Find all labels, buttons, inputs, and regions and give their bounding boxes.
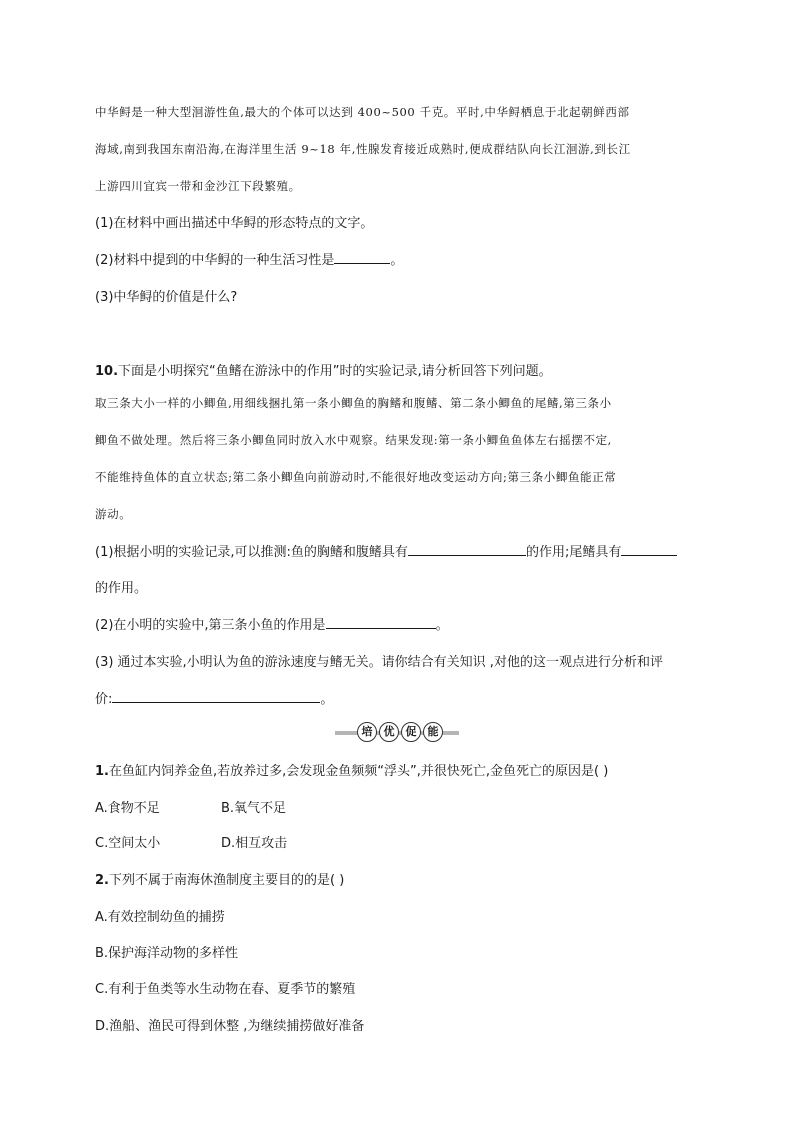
material-line: 游动。	[95, 507, 132, 521]
question-text: (2)在小明的实验中,第三条小鱼的作用是	[95, 618, 326, 633]
section-banner	[335, 722, 459, 744]
question-number: 10.	[95, 364, 119, 379]
material-line: 取三条大小一样的小鲫鱼,用细线捆扎第一条小鲫鱼的胸鳍和腹鳍、第二条小鲫鱼的尾鳍,第三条小	[95, 396, 612, 410]
banner-char: 能	[423, 722, 443, 742]
banner-title	[357, 722, 443, 742]
question-punct: 。	[435, 618, 449, 633]
answer-blank[interactable]	[621, 543, 677, 556]
material-line: 鲫鱼不做处理。然后将三条小鲫鱼同时放入水中观察。结果发现:第一条小鲫鱼鱼体左右摇摆不定,	[95, 433, 612, 447]
option-c[interactable]: C.空间太小	[95, 836, 161, 851]
answer-blank[interactable]	[334, 251, 390, 264]
question-9-1: (1)在材料中画出描述中华鲟的形态特点的文字。	[95, 216, 374, 231]
question-prompt: 下面是小明探究“鱼鳍在游泳中的作用”时的实验记录,请分析回答下列问题。	[118, 364, 552, 379]
question-10-3: (3) 通过本实验,小明认为鱼的游泳速度与鳍无关。请你结合有关知识 ,对他的这一观点进行分析和评	[95, 655, 663, 670]
banner-char: 培	[357, 722, 377, 742]
option-c[interactable]: C.有利于鱼类等水生动物在春、夏季节的繁殖	[95, 982, 356, 997]
material-line: 中华鲟是一种大型洄游性鱼,最大的个体可以达到 400~500 千克。平时,中华鲟栖息于北起朝鲜西部	[95, 105, 630, 119]
question-9-2	[95, 249, 403, 268]
material-line: 上游四川宜宾一带和金沙江下段繁殖。	[95, 179, 301, 193]
mcq-2	[95, 869, 344, 888]
question-stem: 在鱼缸内饲养金鱼,若放养过多,会发现金鱼频频“浮头”,并很快死亡,金鱼死亡的原因是( )	[108, 764, 609, 779]
question-number: 2.	[95, 873, 109, 888]
question-text: 价:	[95, 692, 113, 707]
question-9-3: (3)中华鲟的价值是什么?	[95, 290, 238, 305]
option-d[interactable]: D.相互攻击	[221, 836, 288, 851]
question-text: (2)材料中提到的中华鲟的一种生活习性是	[95, 253, 335, 268]
option-d[interactable]: D.渔船、渔民可得到休整 ,为继续捕捞做好准备	[95, 1019, 365, 1034]
question-punct: 。	[390, 253, 404, 268]
question-10-1	[95, 541, 677, 560]
question-punct: 。	[320, 692, 334, 707]
question-10-2	[95, 614, 449, 633]
material-line: 海域,南到我国东南沿海,在海洋里生活 9~18 年,性腺发育接近成熟时,便成群结队向长江洄游,到长江	[95, 142, 631, 156]
question-10-1-cont: 的作用。	[95, 581, 148, 596]
question-text: 的作用;尾鳍具有	[525, 545, 622, 560]
question-number: 1.	[95, 764, 109, 779]
option-b[interactable]: B.保护海洋动物的多样性	[95, 946, 239, 961]
question-10-3-cont	[95, 688, 333, 707]
answer-blank[interactable]	[326, 616, 436, 629]
option-b[interactable]: B.氧气不足	[221, 801, 287, 816]
banner-char: 优	[379, 722, 399, 742]
question-10	[95, 360, 552, 379]
answer-blank[interactable]	[408, 543, 526, 556]
question-text: (1)根据小明的实验记录,可以推测:鱼的胸鳍和腹鳍具有	[95, 545, 408, 560]
question-stem: 下列不属于南海休渔制度主要目的的是( )	[108, 873, 345, 888]
answer-blank[interactable]	[112, 690, 320, 703]
option-a[interactable]: A.食物不足	[95, 801, 160, 816]
material-line: 不能维持鱼体的直立状态;第二条小鲫鱼向前游动时,不能很好地改变运动方向;第三条小鲫鱼能正常	[95, 470, 617, 484]
mcq-1	[95, 760, 608, 779]
option-a[interactable]: A.有效控制幼鱼的捕捞	[95, 910, 225, 925]
banner-char: 促	[401, 722, 421, 742]
